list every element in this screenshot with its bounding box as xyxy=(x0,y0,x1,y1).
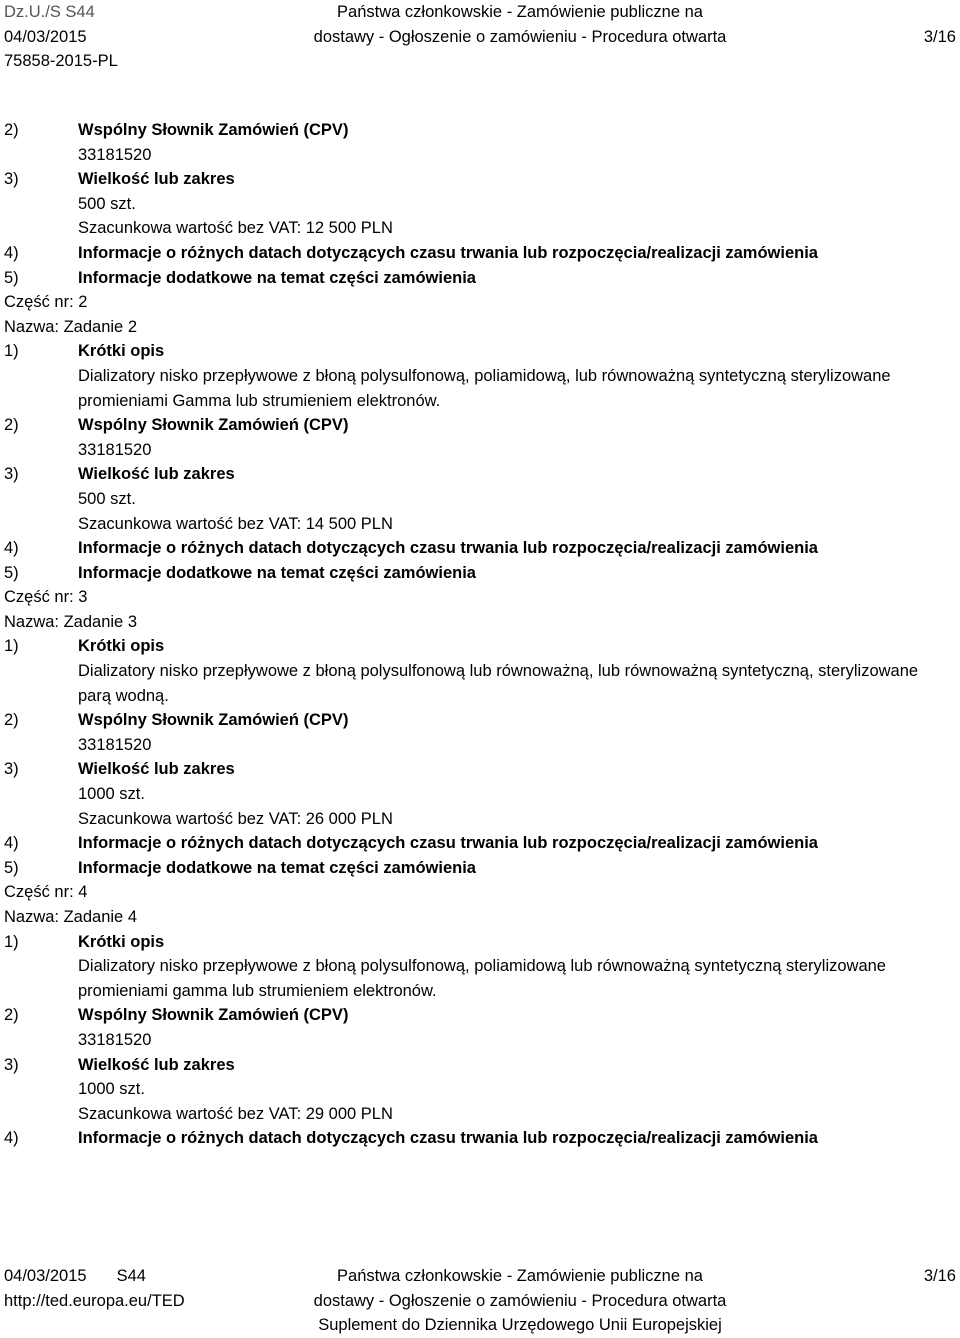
description-text: Dializatory nisko przepływowe z błoną polysulfonową, poliamidową lub równoważną syntetyczną sterylizowane promieniami gamma lub strumieniem elektronów. xyxy=(78,957,886,1000)
cpv-code: 33181520 xyxy=(78,440,152,459)
publication-date: 04/03/2015 xyxy=(4,27,87,46)
quantity-value: 500 szt. xyxy=(78,194,136,213)
dates-heading: 4) Informacje o różnych datach dotyczących czasu trwania lub rozpoczęcia/realizacji zamówienia xyxy=(4,834,818,853)
description-heading: 1) Krótki opis xyxy=(4,932,165,951)
part-number: Część nr: 2 xyxy=(4,293,88,312)
additional-info-heading: 5) Informacje dodatkowe na temat części zamówienia xyxy=(4,268,476,287)
ted-link[interactable]: http://ted.europa.eu/TED xyxy=(4,1291,185,1310)
part-section xyxy=(0,290,960,585)
footer-date: 04/03/2015 xyxy=(4,1267,87,1285)
quantity-heading: 3) Wielkość lub zakres xyxy=(4,1055,235,1074)
quantity-value: 1000 szt. xyxy=(78,785,145,804)
quantity-heading: 3) Wielkość lub zakres xyxy=(4,170,235,189)
dates-heading: 4) Informacje o różnych datach dotyczących czasu trwania lub rozpoczęcia/realizacji zamówienia xyxy=(4,243,818,262)
quantity-heading: 3) Wielkość lub zakres xyxy=(4,465,235,484)
header-title xyxy=(270,0,770,49)
quantity-value: 500 szt. xyxy=(78,489,136,508)
footer-title xyxy=(270,1264,770,1338)
header-right xyxy=(924,0,956,49)
dates-heading: 4) Informacje o różnych datach dotyczących czasu trwania lub rozpoczęcia/realizacji zamówienia xyxy=(4,1129,818,1148)
part-section xyxy=(0,880,960,1151)
part-section xyxy=(0,585,960,880)
header-left xyxy=(4,0,118,74)
description-heading: 1) Krótki opis xyxy=(4,342,165,361)
description-heading: 1) Krótki opis xyxy=(4,637,165,656)
footer-page-number: 3/16 xyxy=(923,1267,956,1285)
document-body xyxy=(0,118,960,1151)
cpv-heading: 2) Wspólny Słownik Zamówień (CPV) xyxy=(4,1006,349,1025)
quantity-heading: 3) Wielkość lub zakres xyxy=(4,760,235,779)
estimated-value: Szacunkowa wartość bez VAT: 12 500 PLN xyxy=(78,219,393,238)
part-name: Nazwa: Zadanie 4 xyxy=(4,908,137,926)
dates-heading: 4) Informacje o różnych datach dotyczących czasu trwania lub rozpoczęcia/realizacji zamówienia xyxy=(4,539,818,558)
description-text: Dializatory nisko przepływowe z błoną polysulfonową, poliamidową, lub równoważną syntetyczną sterylizowane promieniami Gamma lub strumieniem elektronów. xyxy=(78,366,891,410)
page-header xyxy=(0,0,960,70)
cpv-heading: 2) Wspólny Słownik Zamówień (CPV) xyxy=(4,711,349,730)
additional-info-heading: 5) Informacje dodatkowe na temat części zamówienia xyxy=(4,858,476,877)
part-continuation xyxy=(0,118,960,290)
estimated-value: Szacunkowa wartość bez VAT: 14 500 PLN xyxy=(78,514,393,533)
cpv-heading: 2) Wspólny Słownik Zamówień (CPV) xyxy=(4,416,349,435)
page-number: 3/16 xyxy=(923,27,956,46)
footer-title-line2: dostawy - Ogłoszenie o zamówieniu - Procedura otwarta xyxy=(313,1291,727,1310)
footer-supplement: Suplement do Dziennika Urzędowego Unii Europejskiej xyxy=(318,1316,722,1334)
cpv-code: 33181520 xyxy=(78,735,152,754)
part-number: Część nr: 4 xyxy=(4,883,88,902)
additional-info-heading: 5) Informacje dodatkowe na temat części zamówienia xyxy=(4,563,476,582)
header-title-line1: Państwa członkowskie - Zamówienie publiczne na xyxy=(337,3,703,21)
document-id: 75858-2015-PL xyxy=(4,52,118,70)
part-number: Część nr: 3 xyxy=(4,588,88,607)
estimated-value: Szacunkowa wartość bez VAT: 29 000 PLN xyxy=(78,1104,393,1123)
quantity-value: 1000 szt. xyxy=(78,1080,145,1099)
cpv-code: 33181520 xyxy=(78,1030,152,1049)
ojs-reference: Dz.U./S S44 xyxy=(4,3,95,21)
footer-title-line1: Państwa członkowskie - Zamówienie publiczne na xyxy=(337,1267,703,1285)
cpv-heading: 2) Wspólny Słownik Zamówień (CPV) xyxy=(4,121,349,139)
footer-right xyxy=(924,1264,956,1289)
page-footer xyxy=(0,1264,960,1334)
cpv-code: 33181520 xyxy=(78,145,152,164)
footer-ojs: S44 xyxy=(116,1267,146,1285)
estimated-value: Szacunkowa wartość bez VAT: 26 000 PLN xyxy=(78,809,393,828)
footer-left xyxy=(4,1264,185,1313)
part-name: Nazwa: Zadanie 3 xyxy=(4,612,137,631)
description-text: Dializatory nisko przepływowe z błoną polysulfonową lub równoważną, lub równoważną syntetyczną, sterylizowane parą wodną. xyxy=(78,662,919,705)
part-name: Nazwa: Zadanie 2 xyxy=(4,317,137,336)
header-title-line2: dostawy - Ogłoszenie o zamówieniu - Procedura otwarta xyxy=(313,27,727,46)
